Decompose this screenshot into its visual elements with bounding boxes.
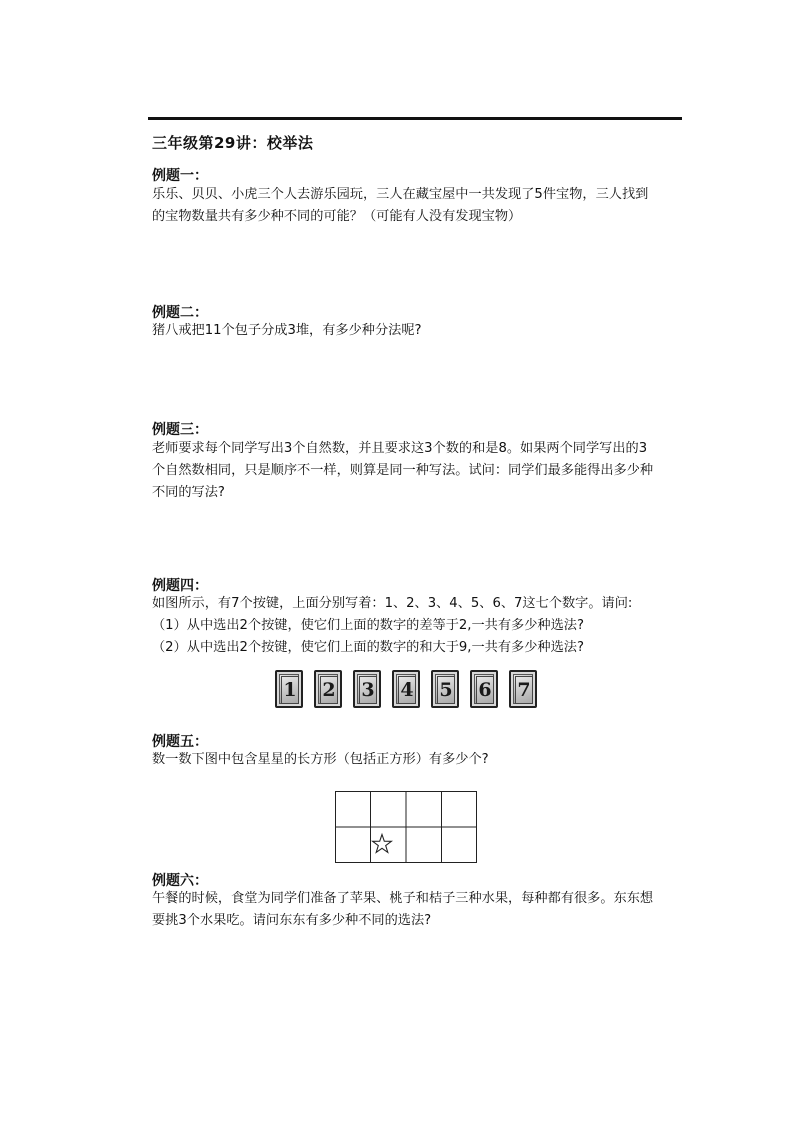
key-label: 7: [515, 676, 533, 704]
example-1-text: [152, 184, 648, 228]
example-5-text: [152, 749, 489, 771]
key-label: 6: [476, 676, 494, 704]
key-button: [470, 670, 498, 708]
example-4-text: [152, 593, 632, 659]
example-6-text: [152, 888, 653, 932]
key-label: 4: [398, 676, 416, 704]
example-2-text: [152, 320, 422, 342]
example-5-line: 数一数下图中包含星星的长方形（包括正方形）有多少个?: [152, 752, 489, 767]
key-button: [353, 670, 381, 708]
key-label: 1: [281, 676, 299, 704]
example-3-line: 个自然数相同，只是顺序不一样，则算是同一种写法。试问：同学们最多能得出多少种: [152, 463, 654, 478]
grid-svg: [335, 791, 477, 863]
example-6-line: 午餐的时候，食堂为同学们准备了苹果、桃子和桔子三种水果，每种都有很多。东东想: [152, 891, 654, 906]
example-3-text: [152, 438, 653, 504]
key-label: 5: [437, 676, 455, 704]
example-4-line: 如图所示，有7个按键，上面分别写着：1、2、3、4、5、6、7这七个数字。请问:: [152, 596, 633, 611]
key-label: 3: [359, 676, 377, 704]
example-4-line: （1）从中选出2个按键，使它们上面的数字的差等于2,一共有多少种选法?: [152, 618, 584, 633]
example-6-line: 要挑3个水果吃。请问东东有多少种不同的选法?: [152, 913, 432, 928]
example-5-heading: 例题五：: [152, 734, 208, 750]
star-icon: [373, 835, 392, 853]
key-button: [314, 670, 342, 708]
example-4-heading: 例题四：: [152, 578, 208, 594]
example-3-line: 不同的写法?: [152, 485, 225, 500]
example-1-heading: 例题一：: [152, 168, 208, 184]
key-button: [431, 670, 459, 708]
example-6-heading: 例题六：: [152, 873, 208, 889]
example-3-line: 老师要求每个同学写出3个自然数，并且要求这3个数的和是8。如果两个同学写出的3: [152, 441, 648, 456]
key-label: 2: [320, 676, 338, 704]
example-2-heading: 例题二：: [152, 305, 208, 321]
example-3-heading: 例题三：: [152, 422, 208, 438]
top-rule: [148, 117, 682, 120]
keypad-figure: [272, 670, 552, 710]
key-button: [392, 670, 420, 708]
example-1-line: 乐乐、贝贝、小虎三个人去游乐园玩，三人在藏宝屋中一共发现了5件宝物，三人找到: [152, 187, 649, 202]
rectangle-grid-figure: [335, 791, 477, 863]
example-1-line: 的宝物数量共有多少种不同的可能？（可能有人没有发现宝物）: [152, 209, 522, 224]
key-button: [509, 670, 537, 708]
page-title: 三年级第29讲：校举法: [152, 134, 314, 152]
example-2-line: 猪八戒把11个包子分成3堆，有多少种分法呢?: [152, 323, 422, 338]
key-button: [275, 670, 303, 708]
example-4-line: （2）从中选出2个按键，使它们上面的数字的和大于9,一共有多少种选法?: [152, 640, 584, 655]
